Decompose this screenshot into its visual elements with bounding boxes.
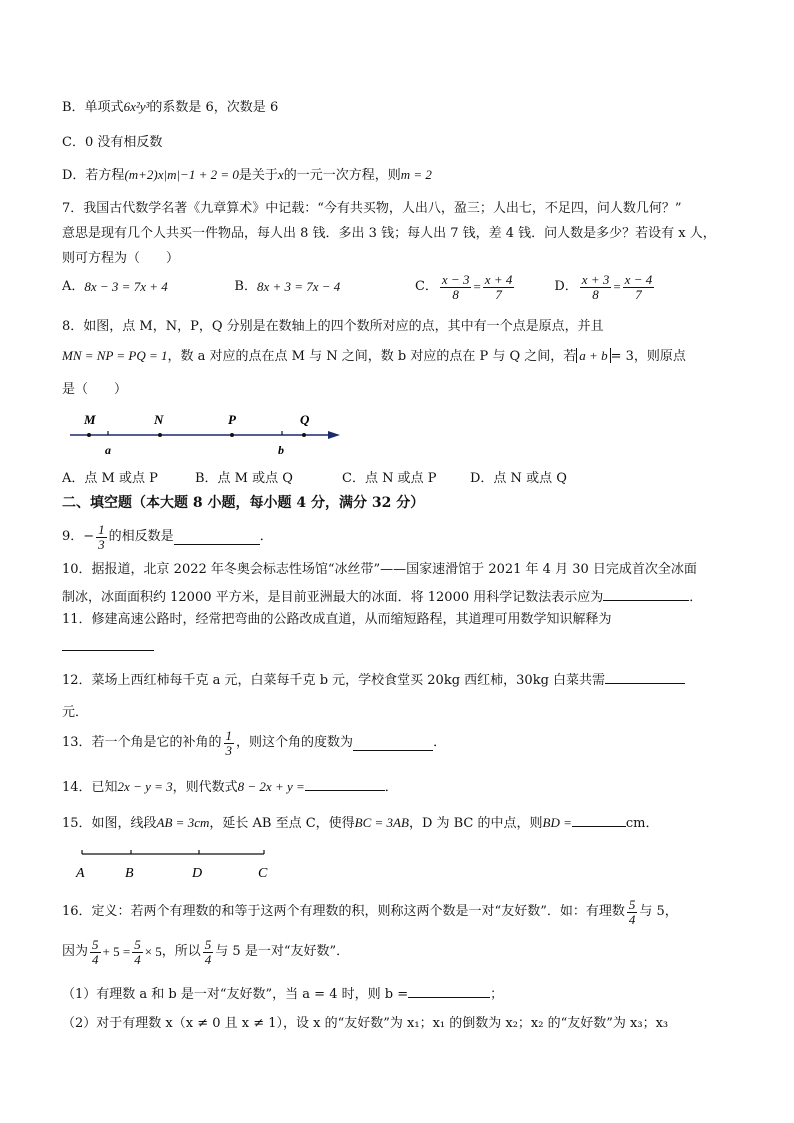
q7-option-c-frac2: $\frac{x + 4}{7}$: [484, 271, 513, 302]
q10-line2-text: 制冰，冰面面积约 12000 平方米，是目前亚洲最大的冰面．将 12000 用科学记数法表示应为: [62, 590, 604, 605]
q16-expr1: + 5 =: [102, 944, 131, 959]
q16-sub2: （2）对于有理数 x（x ≠ 0 且 x ≠ 1），设 x 的“友好数”为 x₁；x₁ 的倒数为 x₂；x₂ 的“友好数”为 x₃；x₃: [62, 1016, 669, 1031]
q16-line2-tail: 与 5 是一对“友好数”．: [215, 944, 350, 959]
point-m-dot: [87, 433, 91, 437]
q8-line3: 是（ ）: [62, 382, 128, 397]
label-c: C: [258, 866, 268, 881]
q10-answer-blank[interactable]: [603, 586, 689, 601]
q10-end: ．: [689, 590, 703, 605]
q7-option-b: 8x + 3 = 7x − 4: [256, 279, 341, 294]
q14-mid: ，则代数式: [172, 780, 238, 795]
q7-option-a-label: A．: [62, 279, 85, 294]
q9-prefix: 9．−: [62, 529, 95, 544]
q6-option-d-mid: 是关于: [238, 168, 278, 183]
q16-line1: [62, 897, 678, 927]
point-n-dot: [158, 433, 162, 437]
q12-answer-blank[interactable]: [605, 669, 685, 684]
q7-line1: 7．我国古代数学名著《九章算术》中记载：“今有共买物，人出八，盈三；人出七，不足四，问人数几何？”: [62, 201, 682, 216]
q9-text: 的相反数是: [108, 529, 174, 544]
q15-mid1: ，延长 AB 至点 C，使得: [209, 816, 355, 831]
q7-option-d-frac1: $\frac{x + 3}{8}$: [581, 271, 610, 302]
q16-fraction: $\frac{5}{4}$: [628, 896, 636, 927]
q8-option-c: C．点 N 或点 P: [342, 471, 437, 486]
q7-line2: 意思是现有几个人共买一件物品，每人出 8 钱．多出 3 钱；每人出 7 钱，差 4 钱．问人数是多少？若设有 x 人，: [62, 226, 716, 241]
q16-sub1-answer-blank[interactable]: [408, 983, 490, 998]
q14-expr1: 2x − y = 3: [117, 779, 173, 794]
q10-line2: [62, 586, 702, 607]
q16-line1-tail: 与 5，: [639, 904, 678, 919]
q14-expr2: 8 − 2x + y =: [237, 779, 305, 794]
q16-line2-text: 因为: [62, 944, 89, 959]
q14: [62, 776, 398, 797]
q15-unit: cm．: [625, 816, 659, 831]
q14-text: 14．已知: [62, 780, 118, 795]
q11-line1: 11．修建高速公路时，经常把弯曲的公路改成直道，从而缩短路程，其道理可用数学知识解释为: [62, 612, 612, 627]
q16-sub1: [62, 983, 503, 1004]
point-p-dot: [230, 433, 234, 437]
q8-options: [62, 470, 567, 488]
q12-line2: 元．: [62, 705, 89, 720]
q8-line2: [62, 347, 686, 366]
q8-line2-text: ，数 a 对应的点在点 M 与 N 之间，数 b 对应的点在 P 与 Q 之间，若: [167, 349, 577, 364]
q13-fraction: $\frac{1}{3}$: [225, 727, 233, 758]
q16-sub1-end: ；: [490, 987, 504, 1002]
q15-segment-figure: [70, 844, 285, 884]
q15-expr1: AB = 3cm: [156, 815, 210, 830]
q8-expr: MN = NP = PQ = 1: [62, 348, 168, 363]
q15: [62, 812, 658, 833]
q15-mid2: ，D 为 BC 的中点，则: [408, 816, 543, 831]
q15-text: 15．如图，线段: [62, 816, 157, 831]
label-b: B: [125, 866, 134, 881]
q11-line2: [62, 636, 154, 657]
q6-option-d-answer: m = 2: [400, 167, 432, 182]
q13-answer-blank[interactable]: [353, 736, 433, 751]
q9-answer-blank[interactable]: [174, 530, 260, 545]
q15-expr2: BC = 3AB: [354, 815, 409, 830]
q9-fraction: $\frac{1}{3}$: [98, 521, 105, 552]
q6-option-b-text: B．单项式: [62, 100, 124, 115]
section-2-heading: 二、填空题（本大题 8 小题，每小题 4 分，满分 32 分）: [62, 495, 425, 511]
q9: [62, 522, 273, 552]
q16-expr2: × 5: [144, 944, 162, 959]
q13: [62, 728, 446, 758]
q6-option-c: C．0 没有相反数: [62, 135, 163, 150]
q8-option-a: A．点 M 或点 P: [62, 471, 158, 486]
label-a: A: [76, 866, 85, 881]
label-a: a: [105, 443, 111, 457]
q14-answer-blank[interactable]: [305, 776, 385, 791]
q16-frac-a: $\frac{5}{4}$: [92, 936, 99, 967]
q6-option-d: [62, 166, 432, 185]
q7-option-d-frac2: $\frac{x - 4}{7}$: [624, 271, 653, 302]
q7-option-c-frac1: $\frac{x - 3}{8}$: [441, 271, 470, 302]
q8-abs-expr: a + b: [576, 348, 610, 363]
q12-line1-text: 12．菜场上西红柿每千克 a 元，白菜每千克 b 元，学校食堂买 20kg 西红柿，30kg 白菜共需: [62, 673, 606, 688]
label-d: D: [192, 866, 203, 881]
label-p: P: [228, 412, 236, 427]
label-n: N: [154, 412, 164, 427]
q8-option-b: B．点 M 或点 Q: [195, 471, 293, 486]
q6-option-d-tail: 的一元一次方程，则: [283, 168, 401, 183]
q6-option-b-tail: 的系数是 6，次数是 6: [149, 100, 279, 115]
q7-option-b-label: B．: [234, 279, 257, 294]
q13-text: 13．若一个角是它的补角的: [62, 735, 222, 750]
q15-expr3: BD =: [542, 815, 572, 830]
point-q-dot: [302, 433, 306, 437]
q8-number-line-figure: [62, 408, 352, 460]
arrow-head-icon: [328, 431, 340, 439]
q6-option-d-var: x: [277, 167, 284, 182]
q7-options: A． 8x − 3 = 7x + 4 B． 8x + 3 = 7x − 4 C． $\frac{x - 3}{8}$ = $\frac{x + 4}{7}$ D． $\frac{x + 3}{8}$ = $\frac{x - 4}{7}$: [62, 271, 653, 302]
q11-answer-blank[interactable]: [62, 636, 154, 651]
q16-line2: [62, 937, 349, 967]
q8-line2-tail: = 3，则原点: [610, 349, 686, 364]
q8-line1: 8．如图，点 M，N，P，Q 分别是在数轴上的四个数所对应的点，其中有一个点是原点，并且: [62, 319, 604, 334]
q15-answer-blank[interactable]: [572, 812, 626, 827]
label-m: M: [84, 412, 96, 427]
label-b: b: [278, 443, 284, 457]
q7-option-a: 8x − 3 = 7x + 4: [84, 279, 168, 294]
q13-text-2: ，则这个角的度数为: [236, 735, 354, 750]
q13-end: ．: [433, 735, 447, 750]
q16-line1-text: 16．定义：若两个有理数的和等于这两个有理数的积，则称这两个数是一对“友好数”．如：有理数: [62, 904, 625, 919]
q16-line2-mid: ，所以: [161, 944, 201, 959]
q14-end: ．: [384, 780, 398, 795]
q6-option-b-expr: 6x²y³: [123, 99, 150, 114]
q7-line3: 则可方程为（ ）: [62, 251, 180, 266]
q9-end: ．: [259, 529, 273, 544]
q6-option-d-expr: (m+2)x|m|−1 + 2 = 0: [124, 167, 239, 182]
q16-frac-c: $\frac{5}{4}$: [204, 936, 212, 967]
q7-option-c-label: C．: [414, 279, 438, 294]
q16-sub1-text: （1）有理数 a 和 b 是一对“友好数”，当 a = 4 时，则 b =: [62, 987, 409, 1002]
q10-line1: 10．据报道，北京 2022 年冬奥会标志性场馆“冰丝带”——国家速滑馆于 2021 年 4 月 30 日完成首次全冰面: [62, 562, 697, 577]
q7-option-d-label: D．: [554, 279, 578, 294]
q6-option-d-text: D．若方程: [62, 168, 125, 183]
label-q: Q: [300, 412, 310, 427]
q12-line1: [62, 669, 685, 690]
q8-option-d: D．点 N 或点 Q: [470, 471, 567, 486]
q16-frac-b: $\frac{5}{4}$: [134, 936, 141, 967]
q6-option-b: [62, 98, 278, 117]
